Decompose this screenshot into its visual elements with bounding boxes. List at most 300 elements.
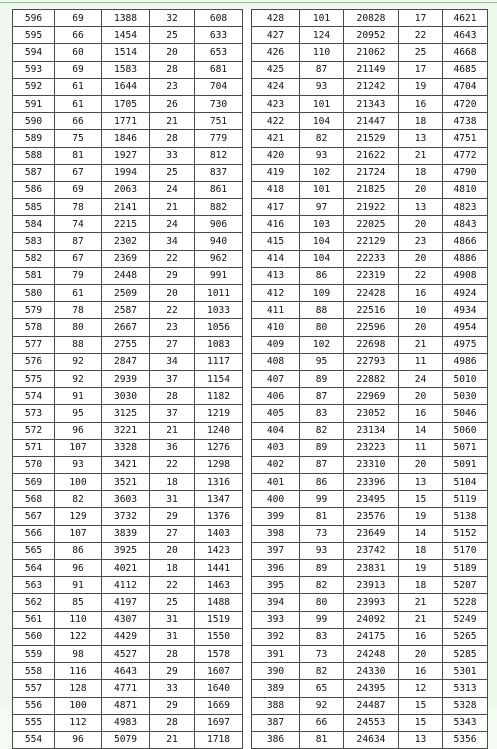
table-row [13,508,488,525]
table-cell: 386 [252,731,300,748]
table-cell: 15 [399,714,443,731]
table-cell: 22596 [344,319,399,336]
table-cell: 23134 [344,422,399,439]
table-cell: 1298 [195,456,243,473]
table-cell: 3421 [102,456,150,473]
table-cell: 110 [300,44,344,61]
table-row [13,714,488,731]
table-cell: 572 [13,422,55,439]
table-row [13,663,488,680]
table-cell: 79 [55,267,102,284]
table-cell: 428 [252,10,300,27]
table-cell: 565 [13,542,55,559]
table-cell: 19 [399,508,443,525]
table-cell: 21 [399,611,443,628]
table-cell: 4021 [102,560,150,577]
table-cell: 5228 [443,594,488,611]
column-gap [243,27,252,44]
table-cell: 586 [13,181,55,198]
table-cell: 104 [300,250,344,267]
table-cell: 81 [300,731,344,748]
table-cell: 21149 [344,61,399,78]
table-cell: 396 [252,560,300,577]
table-cell: 28 [150,130,195,147]
table-cell: 15 [399,491,443,508]
table-cell: 730 [195,95,243,112]
table-cell: 4790 [443,164,488,181]
column-gap [243,388,252,405]
table-cell: 403 [252,439,300,456]
table-cell: 67 [55,164,102,181]
table-cell: 80 [55,319,102,336]
table-cell: 33 [150,147,195,164]
table-cell: 571 [13,439,55,456]
table-cell: 2847 [102,353,150,370]
table-cell: 562 [13,594,55,611]
table-cell: 98 [55,645,102,662]
table-cell: 33 [150,680,195,697]
table-cell: 582 [13,250,55,267]
column-gap [243,78,252,95]
table-row [13,164,488,181]
table-cell: 398 [252,525,300,542]
table-row [13,611,488,628]
table-cell: 20 [399,181,443,198]
table-row [13,250,488,267]
table-cell: 61 [55,95,102,112]
table-cell: 78 [55,199,102,216]
table-cell: 1423 [195,542,243,559]
table-cell: 21447 [344,113,399,130]
table-cell: 21343 [344,95,399,112]
table-cell: 557 [13,680,55,697]
table-cell: 23310 [344,456,399,473]
table-row [13,370,488,387]
table-cell: 32 [150,10,195,27]
table-cell: 92 [55,353,102,370]
table-cell: 19 [399,560,443,577]
table-cell: 5138 [443,508,488,525]
table-cell: 1640 [195,680,243,697]
table-cell: 25 [150,594,195,611]
table-cell: 23831 [344,560,399,577]
column-gap [243,560,252,577]
table-cell: 3603 [102,491,150,508]
table-row [13,61,488,78]
column-gap [243,714,252,731]
table-cell: 408 [252,353,300,370]
table-row [13,491,488,508]
table-cell: 570 [13,456,55,473]
column-gap [243,164,252,181]
table-row [13,147,488,164]
column-gap [243,113,252,130]
table-cell: 97 [300,199,344,216]
table-row [13,199,488,216]
table-cell: 387 [252,714,300,731]
table-cell: 2587 [102,302,150,319]
table-cell: 22698 [344,336,399,353]
table-cell: 2302 [102,233,150,250]
table-cell: 23 [150,78,195,95]
table-cell: 2448 [102,267,150,284]
table-cell: 22 [150,250,195,267]
table-cell: 424 [252,78,300,95]
table-cell: 109 [300,285,344,302]
table-cell: 940 [195,233,243,250]
table-cell: 69 [55,10,102,27]
table-cell: 4197 [102,594,150,611]
table-cell: 576 [13,353,55,370]
column-gap [243,319,252,336]
table-cell: 24634 [344,731,399,748]
table-cell: 1154 [195,370,243,387]
table-row [13,645,488,662]
table-cell: 20 [150,542,195,559]
table-cell: 596 [13,10,55,27]
table-cell: 1644 [102,78,150,95]
table-cell: 101 [300,181,344,198]
table-cell: 28 [150,388,195,405]
table-cell: 21 [150,731,195,748]
table-cell: 13 [399,731,443,748]
table-cell: 22 [150,577,195,594]
table-cell: 88 [55,336,102,353]
table-cell: 82 [300,130,344,147]
table-row [13,474,488,491]
table-cell: 5071 [443,439,488,456]
table-cell: 574 [13,388,55,405]
table-cell: 1927 [102,147,150,164]
table-cell: 653 [195,44,243,61]
table-cell: 4983 [102,714,150,731]
table-cell: 99 [300,611,344,628]
table-cell: 751 [195,113,243,130]
table-cell: 391 [252,645,300,662]
table-cell: 73 [300,645,344,662]
table-cell: 27 [150,336,195,353]
table-cell: 4112 [102,577,150,594]
table-cell: 594 [13,44,55,61]
table-cell: 5170 [443,542,488,559]
table-cell: 392 [252,628,300,645]
table-cell: 26 [150,95,195,112]
table-cell: 78 [55,302,102,319]
table-cell: 1011 [195,285,243,302]
column-gap [243,233,252,250]
column-gap [243,267,252,284]
column-gap [243,508,252,525]
table-row [13,216,488,233]
table-cell: 5285 [443,645,488,662]
table-cell: 24330 [344,663,399,680]
column-gap [243,61,252,78]
table-cell: 608 [195,10,243,27]
table-cell: 4975 [443,336,488,353]
table-cell: 67 [55,250,102,267]
table-cell: 20 [150,44,195,61]
table-cell: 23576 [344,508,399,525]
table-cell: 15 [399,697,443,714]
column-gap [243,370,252,387]
table-cell: 82 [300,422,344,439]
table-cell: 65 [300,680,344,697]
table-cell: 37 [150,405,195,422]
table-cell: 4823 [443,199,488,216]
table-cell: 1697 [195,714,243,731]
table-cell: 86 [300,474,344,491]
table-cell: 1705 [102,95,150,112]
table-cell: 24092 [344,611,399,628]
table-cell: 2215 [102,216,150,233]
table-cell: 2141 [102,199,150,216]
table-cell: 21622 [344,147,399,164]
table-row [13,680,488,697]
table-cell: 5356 [443,731,488,748]
table-cell: 589 [13,130,55,147]
table-cell: 633 [195,27,243,44]
table-cell: 575 [13,370,55,387]
table-cell: 31 [150,491,195,508]
table-cell: 104 [300,113,344,130]
table-cell: 92 [55,370,102,387]
table-cell: 28 [150,714,195,731]
table-cell: 60 [55,44,102,61]
table-cell: 23 [399,233,443,250]
table-cell: 102 [300,164,344,181]
table-cell: 74 [55,216,102,233]
table-cell: 61 [55,78,102,95]
table-cell: 578 [13,319,55,336]
table-cell: 569 [13,474,55,491]
table-cell: 1669 [195,697,243,714]
table-row [13,113,488,130]
table-cell: 393 [252,611,300,628]
table-cell: 69 [55,181,102,198]
table-cell: 20 [399,250,443,267]
table-row [13,336,488,353]
table-cell: 2063 [102,181,150,198]
table-cell: 4810 [443,181,488,198]
table-cell: 20952 [344,27,399,44]
table-cell: 28 [150,61,195,78]
table-cell: 1514 [102,44,150,61]
table-cell: 110 [55,611,102,628]
table-cell: 24 [150,181,195,198]
table-row [13,285,488,302]
table-cell: 4307 [102,611,150,628]
table-cell: 1376 [195,508,243,525]
table-cell: 4886 [443,250,488,267]
table-cell: 128 [55,680,102,697]
table-cell: 1550 [195,628,243,645]
table-row [13,628,488,645]
table-cell: 66 [300,714,344,731]
table-cell: 21529 [344,130,399,147]
table-cell: 409 [252,336,300,353]
table-cell: 3328 [102,439,150,456]
table-cell: 22025 [344,216,399,233]
table-row [13,95,488,112]
table-cell: 411 [252,302,300,319]
column-gap [243,336,252,353]
table-cell: 1083 [195,336,243,353]
table-cell: 5079 [102,731,150,748]
table-row [13,302,488,319]
table-cell: 2755 [102,336,150,353]
table-cell: 581 [13,267,55,284]
table-cell: 1316 [195,474,243,491]
table-cell: 29 [150,663,195,680]
column-gap [243,491,252,508]
table-cell: 1441 [195,560,243,577]
table-cell: 1117 [195,353,243,370]
table-cell: 87 [55,233,102,250]
table-cell: 17 [399,61,443,78]
column-gap [243,611,252,628]
table-cell: 591 [13,95,55,112]
column-gap [243,628,252,645]
table-cell: 14 [399,525,443,542]
table-cell: 29 [150,508,195,525]
table-cell: 69 [55,61,102,78]
column-gap [243,216,252,233]
table-cell: 112 [55,714,102,731]
table-cell: 419 [252,164,300,181]
table-cell: 5119 [443,491,488,508]
table-cell: 89 [300,439,344,456]
table-cell: 704 [195,78,243,95]
table-cell: 24175 [344,628,399,645]
table-row [13,439,488,456]
table-cell: 73 [300,525,344,542]
table-cell: 24553 [344,714,399,731]
table-cell: 104 [300,233,344,250]
table-cell: 579 [13,302,55,319]
table-cell: 13 [399,474,443,491]
table-row [13,319,488,336]
table-cell: 16 [399,663,443,680]
table-cell: 21 [399,594,443,611]
table-cell: 577 [13,336,55,353]
table-cell: 4751 [443,130,488,147]
table-cell: 587 [13,164,55,181]
table-cell: 595 [13,27,55,44]
table-cell: 1718 [195,731,243,748]
column-gap [243,663,252,680]
table-cell: 592 [13,78,55,95]
table-row [13,697,488,714]
table-cell: 21 [150,113,195,130]
table-cell: 861 [195,181,243,198]
table-cell: 23495 [344,491,399,508]
table-cell: 415 [252,233,300,250]
table-cell: 4668 [443,44,488,61]
column-gap [243,95,252,112]
table-cell: 81 [300,508,344,525]
table-row [13,233,488,250]
table-cell: 423 [252,95,300,112]
table-cell: 962 [195,250,243,267]
table-cell: 20828 [344,10,399,27]
table-cell: 4429 [102,628,150,645]
table-cell: 107 [55,525,102,542]
table-cell: 5328 [443,697,488,714]
table-cell: 5301 [443,663,488,680]
table-cell: 4843 [443,216,488,233]
table-cell: 4771 [102,680,150,697]
table-cell: 80 [300,594,344,611]
table-cell: 21922 [344,199,399,216]
table-cell: 20 [150,285,195,302]
table-cell: 558 [13,663,55,680]
table-cell: 91 [55,577,102,594]
table-cell: 561 [13,611,55,628]
table-cell: 23396 [344,474,399,491]
table-cell: 92 [300,697,344,714]
table-cell: 421 [252,130,300,147]
table-cell: 412 [252,285,300,302]
table-cell: 397 [252,542,300,559]
table-cell: 1463 [195,577,243,594]
table-cell: 25 [150,164,195,181]
column-gap [243,302,252,319]
table-cell: 4621 [443,10,488,27]
table-cell: 402 [252,456,300,473]
table-cell: 23052 [344,405,399,422]
table-cell: 96 [55,560,102,577]
table-cell: 394 [252,594,300,611]
table-cell: 22 [150,456,195,473]
table-row [13,422,488,439]
table-cell: 22319 [344,267,399,284]
table-cell: 36 [150,439,195,456]
table-cell: 554 [13,731,55,748]
table-cell: 564 [13,560,55,577]
table-cell: 5343 [443,714,488,731]
column-gap [243,181,252,198]
column-gap [243,645,252,662]
table-cell: 23 [150,319,195,336]
table-cell: 5207 [443,577,488,594]
table-cell: 22793 [344,353,399,370]
table-cell: 23993 [344,594,399,611]
table-cell: 583 [13,233,55,250]
table-row [13,594,488,611]
table-cell: 61 [55,285,102,302]
table-cell: 14 [399,422,443,439]
table-cell: 400 [252,491,300,508]
table-cell: 93 [55,456,102,473]
table-cell: 16 [399,95,443,112]
table-cell: 16 [399,628,443,645]
table-cell: 399 [252,508,300,525]
table-cell: 425 [252,61,300,78]
table-cell: 422 [252,113,300,130]
table-cell: 388 [252,697,300,714]
table-cell: 427 [252,27,300,44]
table-cell: 3925 [102,542,150,559]
table-cell: 1240 [195,422,243,439]
table-cell: 86 [55,542,102,559]
table-cell: 102 [300,336,344,353]
table-cell: 31 [150,628,195,645]
table-cell: 5060 [443,422,488,439]
table-cell: 4866 [443,233,488,250]
table-cell: 10 [399,302,443,319]
table-row [13,542,488,559]
column-gap [243,456,252,473]
